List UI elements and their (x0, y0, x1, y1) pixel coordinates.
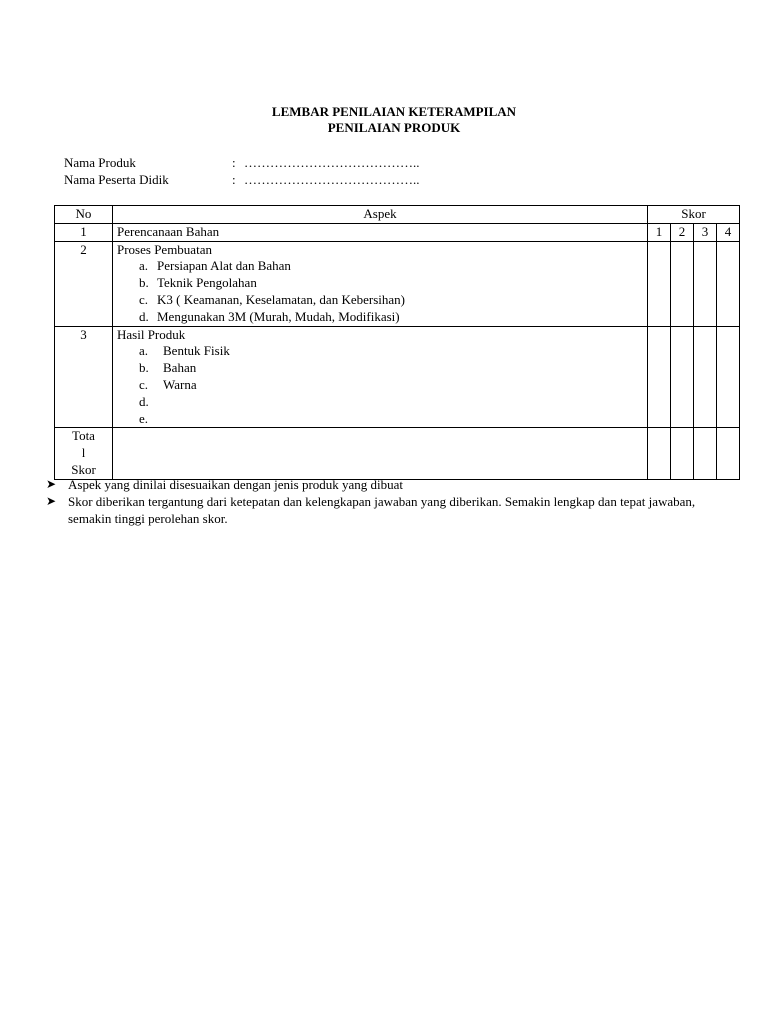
item-marker: a. (139, 258, 149, 274)
list-item (117, 343, 643, 360)
field-nama-produk (64, 155, 420, 171)
assessment-table (54, 205, 740, 480)
title-line-1: LEMBAR PENILAIAN KETERAMPILAN (271, 104, 517, 119)
score-cell (694, 326, 717, 428)
score-col-4: 4 (717, 223, 740, 241)
score-col-1: 1 (648, 223, 671, 241)
item-marker: b. (139, 360, 149, 376)
total-label-line: l (81, 445, 86, 461)
field-label: Nama Produk (64, 155, 136, 170)
score-cell (648, 241, 671, 326)
item-marker: a. (139, 343, 149, 359)
total-label-line: Tota (72, 428, 95, 444)
list-item (117, 258, 643, 275)
score-col-2: 2 (671, 223, 694, 241)
score-cell (671, 326, 694, 428)
field-label: Nama Peserta Didik (64, 172, 169, 187)
item-marker: c. (139, 291, 149, 307)
list-item (117, 377, 643, 394)
item-marker: b. (139, 275, 149, 291)
header-skor: Skor (648, 206, 740, 224)
score-cell (648, 428, 671, 479)
note-item (46, 476, 736, 493)
table-row (55, 241, 740, 326)
list-item (117, 394, 643, 411)
note-item (46, 493, 736, 527)
row-aspek-cell (113, 241, 648, 326)
score-cell (648, 326, 671, 428)
score-cell (717, 428, 740, 479)
notes (46, 476, 736, 527)
field-value: ………………………………….. (244, 155, 420, 170)
total-aspek-cell (113, 428, 648, 479)
note-text: Skor diberikan tergantung dari ketepatan dan kelengkapan jawaban yang diberikan. Semakin lengkap dan tepat jawaban, semakin tinggi perolehan skor. (68, 494, 696, 526)
field-nama-peserta-didik (64, 172, 420, 188)
score-col-3: 3 (694, 223, 717, 241)
list-item (117, 360, 643, 377)
score-cell (671, 428, 694, 479)
item-text: Teknik Pengolahan (157, 275, 257, 291)
item-text: K3 ( Keamanan, Keselamatan, dan Kebersihan) (157, 291, 405, 307)
item-text: Warna (163, 376, 197, 392)
item-marker: d. (139, 308, 149, 324)
document-title (0, 104, 768, 136)
total-row (55, 428, 740, 479)
title-line-2: PENILAIAN PRODUK (327, 120, 461, 135)
row-no: 3 (55, 326, 113, 428)
item-marker: d. (139, 393, 149, 409)
row-aspek-cell (113, 326, 648, 428)
list-item (117, 275, 643, 292)
row-aspek: Hasil Produk (117, 326, 186, 342)
item-text: Bahan (163, 360, 197, 376)
list-item (117, 411, 643, 428)
total-label (55, 428, 113, 479)
total-label-line: Skor (71, 461, 96, 477)
table-row (55, 326, 740, 428)
arrowhead-bullet-icon: ➤ (46, 494, 57, 508)
item-marker: e. (139, 410, 149, 426)
score-cell (694, 428, 717, 479)
list-item (117, 309, 643, 326)
score-cell (671, 241, 694, 326)
score-cell (717, 241, 740, 326)
field-colon: : (232, 172, 236, 187)
field-value: ………………………………….. (244, 172, 420, 187)
note-text: Aspek yang dinilai disesuaikan dengan jenis produk yang dibuat (68, 477, 404, 492)
item-text: Bentuk Fisik (163, 343, 230, 359)
score-cell (694, 241, 717, 326)
list-item (117, 292, 643, 309)
score-cell (717, 326, 740, 428)
field-colon: : (232, 155, 236, 170)
header-no: No (55, 206, 113, 224)
table-row (55, 223, 740, 241)
row-aspek: Proses Pembuatan (117, 241, 212, 257)
row-no: 1 (55, 223, 113, 241)
item-text: Persiapan Alat dan Bahan (157, 258, 291, 274)
row-no: 2 (55, 241, 113, 326)
row-aspek: Perencanaan Bahan (113, 223, 648, 241)
table-header-row (55, 206, 740, 224)
header-aspek: Aspek (113, 206, 648, 224)
arrowhead-bullet-icon: ➤ (46, 477, 57, 491)
item-marker: c. (139, 376, 149, 392)
item-text: Mengunakan 3M (Murah, Mudah, Modifikasi) (157, 308, 400, 324)
